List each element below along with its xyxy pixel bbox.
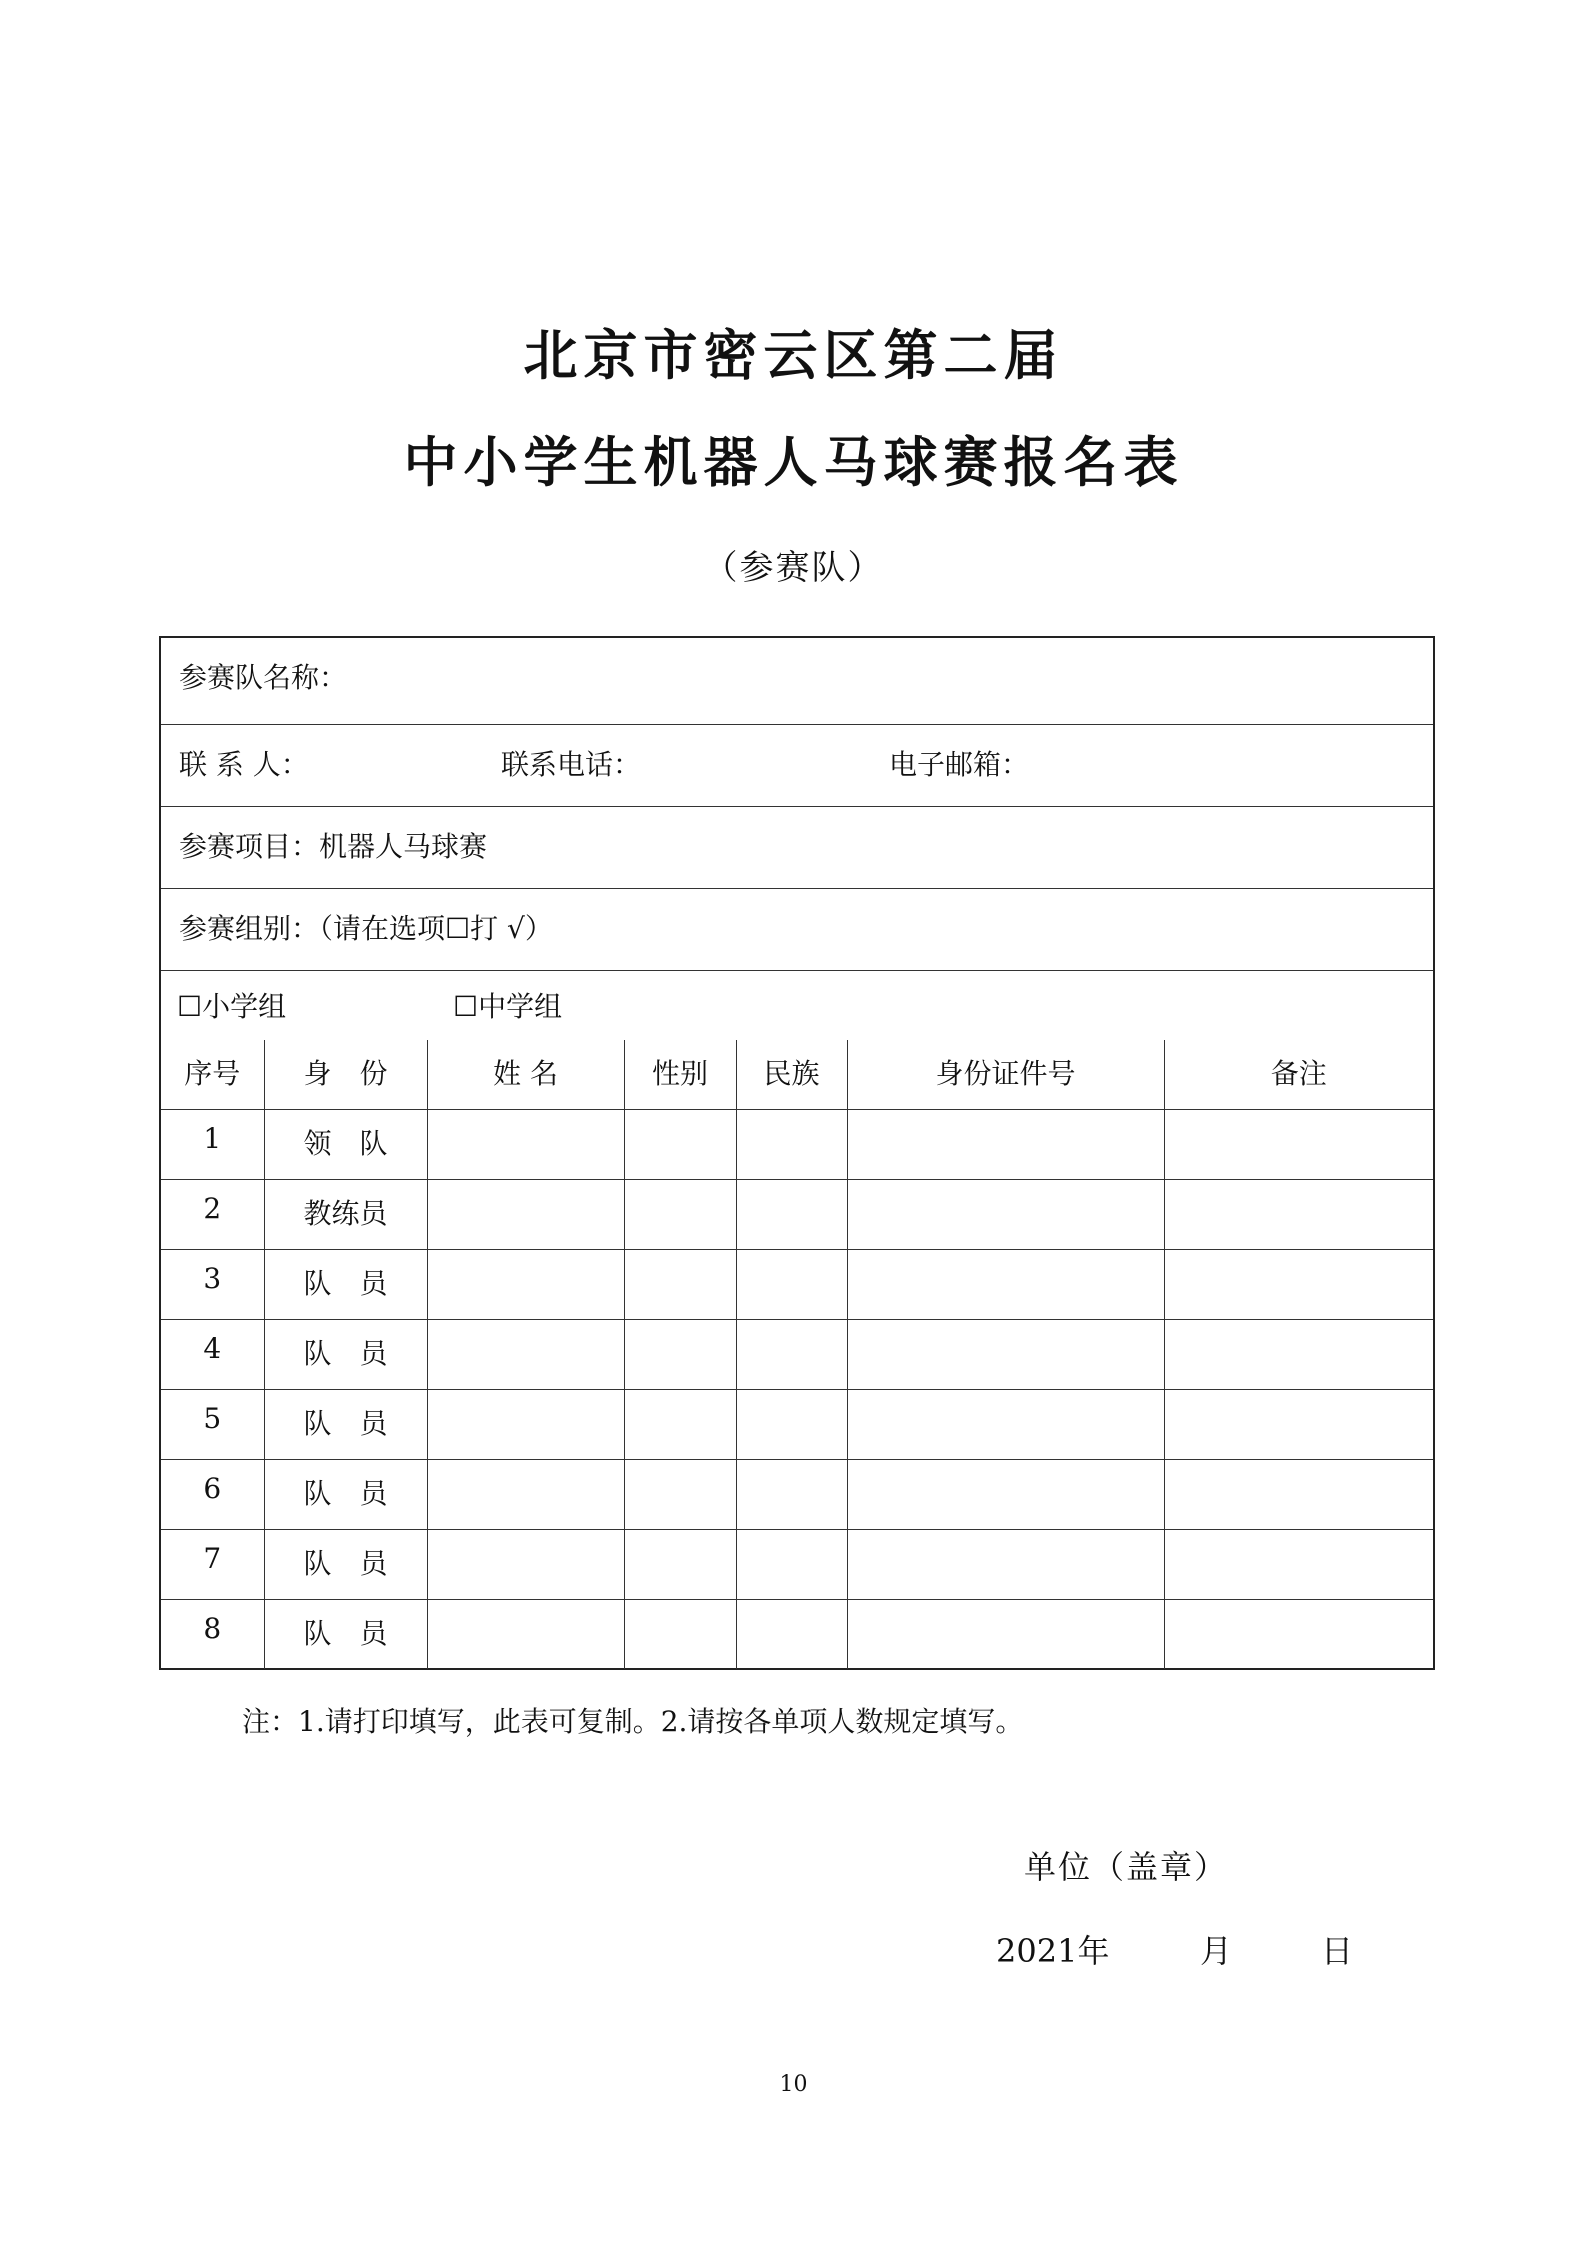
- registration-form: [159, 636, 1435, 1670]
- row-number: 5: [161, 1390, 264, 1460]
- team-name-label: 参赛队名称：: [179, 661, 348, 694]
- name-cell[interactable]: [427, 1460, 624, 1530]
- checkbox-primary-group[interactable]: ☐小学组: [177, 990, 287, 1023]
- remarks-cell[interactable]: [1164, 1110, 1433, 1180]
- name-cell[interactable]: [427, 1250, 624, 1320]
- row-number: 8: [161, 1600, 264, 1670]
- team-name-row[interactable]: [161, 638, 1433, 725]
- column-header: 身 份: [264, 1040, 427, 1110]
- table-row: [161, 1320, 1433, 1390]
- name-cell[interactable]: [427, 1180, 624, 1250]
- row-role: 队 员: [264, 1390, 427, 1460]
- id-number-cell[interactable]: [847, 1320, 1164, 1390]
- ethnicity-cell[interactable]: [736, 1110, 847, 1180]
- column-header: 民族: [736, 1040, 847, 1110]
- date-year: 2021年: [996, 1932, 1110, 1970]
- remarks-cell[interactable]: [1164, 1180, 1433, 1250]
- column-header: 姓 名: [427, 1040, 624, 1110]
- table-row: [161, 1110, 1433, 1180]
- date-month: 月: [1200, 1932, 1233, 1970]
- row-role: 队 员: [264, 1250, 427, 1320]
- ethnicity-cell[interactable]: [736, 1600, 847, 1670]
- column-header: 性别: [624, 1040, 736, 1110]
- gender-cell[interactable]: [624, 1250, 736, 1320]
- remarks-cell[interactable]: [1164, 1460, 1433, 1530]
- id-number-cell[interactable]: [847, 1460, 1164, 1530]
- table-row: [161, 1390, 1433, 1460]
- checkbox-middle-group[interactable]: ☐中学组: [453, 990, 563, 1023]
- group-label: 参赛组别：（请在选项☐打 √）: [179, 912, 553, 945]
- row-role: 教练员: [264, 1180, 427, 1250]
- ethnicity-cell[interactable]: [736, 1460, 847, 1530]
- id-number-cell[interactable]: [847, 1250, 1164, 1320]
- page-subtitle: （参赛队）: [703, 548, 884, 588]
- gender-cell[interactable]: [624, 1320, 736, 1390]
- table-row: [161, 1530, 1433, 1600]
- column-header: 序号: [161, 1040, 264, 1110]
- page-title-line-2: 中小学生机器人马球赛报名表: [403, 431, 1184, 494]
- remarks-cell[interactable]: [1164, 1530, 1433, 1600]
- row-role: 队 员: [264, 1600, 427, 1670]
- event-row: [161, 807, 1433, 889]
- page-title-line-1: 北京市密云区第二届: [523, 324, 1064, 387]
- row-number: 1: [161, 1110, 264, 1180]
- row-number: 2: [161, 1180, 264, 1250]
- name-cell[interactable]: [427, 1110, 624, 1180]
- name-cell[interactable]: [427, 1600, 624, 1670]
- row-role: 队 员: [264, 1320, 427, 1390]
- remarks-cell[interactable]: [1164, 1250, 1433, 1320]
- gender-cell[interactable]: [624, 1460, 736, 1530]
- roster-table: [161, 1040, 1433, 1669]
- contact-row[interactable]: [161, 725, 1433, 807]
- row-number: 4: [161, 1320, 264, 1390]
- row-role: 领 队: [264, 1110, 427, 1180]
- id-number-cell[interactable]: [847, 1530, 1164, 1600]
- table-header-row: [161, 1040, 1433, 1110]
- name-cell[interactable]: [427, 1530, 624, 1600]
- page-number: 10: [779, 2072, 808, 2097]
- id-number-cell[interactable]: [847, 1600, 1164, 1670]
- event-label: 参赛项目：机器人马球赛: [179, 830, 488, 863]
- table-row: [161, 1460, 1433, 1530]
- form-note: 注：1.请打印填写，此表可复制。2.请按各单项人数规定填写。: [242, 1705, 1024, 1738]
- remarks-cell[interactable]: [1164, 1390, 1433, 1460]
- phone-label: 联系电话：: [501, 748, 642, 781]
- email-label: 电子邮箱：: [889, 748, 1030, 781]
- unit-stamp-label: 单位（盖章）: [1024, 1848, 1229, 1886]
- row-role: 队 员: [264, 1530, 427, 1600]
- row-role: 队 员: [264, 1460, 427, 1530]
- table-row: [161, 1600, 1433, 1670]
- gender-cell[interactable]: [624, 1110, 736, 1180]
- table-row: [161, 1180, 1433, 1250]
- column-header: 身份证件号: [847, 1040, 1164, 1110]
- ethnicity-cell[interactable]: [736, 1390, 847, 1460]
- name-cell[interactable]: [427, 1390, 624, 1460]
- row-number: 3: [161, 1250, 264, 1320]
- column-header: 备注: [1164, 1040, 1433, 1110]
- ethnicity-cell[interactable]: [736, 1180, 847, 1250]
- ethnicity-cell[interactable]: [736, 1250, 847, 1320]
- row-number: 6: [161, 1460, 264, 1530]
- group-options-row: [161, 971, 1433, 1040]
- remarks-cell[interactable]: [1164, 1600, 1433, 1670]
- gender-cell[interactable]: [624, 1600, 736, 1670]
- contact-label: 联 系 人：: [179, 748, 309, 781]
- date-day: 日: [1321, 1932, 1354, 1970]
- gender-cell[interactable]: [624, 1530, 736, 1600]
- id-number-cell[interactable]: [847, 1390, 1164, 1460]
- gender-cell[interactable]: [624, 1180, 736, 1250]
- table-row: [161, 1250, 1433, 1320]
- group-row: [161, 889, 1433, 971]
- ethnicity-cell[interactable]: [736, 1530, 847, 1600]
- remarks-cell[interactable]: [1164, 1320, 1433, 1390]
- id-number-cell[interactable]: [847, 1180, 1164, 1250]
- row-number: 7: [161, 1530, 264, 1600]
- gender-cell[interactable]: [624, 1390, 736, 1460]
- id-number-cell[interactable]: [847, 1110, 1164, 1180]
- name-cell[interactable]: [427, 1320, 624, 1390]
- ethnicity-cell[interactable]: [736, 1320, 847, 1390]
